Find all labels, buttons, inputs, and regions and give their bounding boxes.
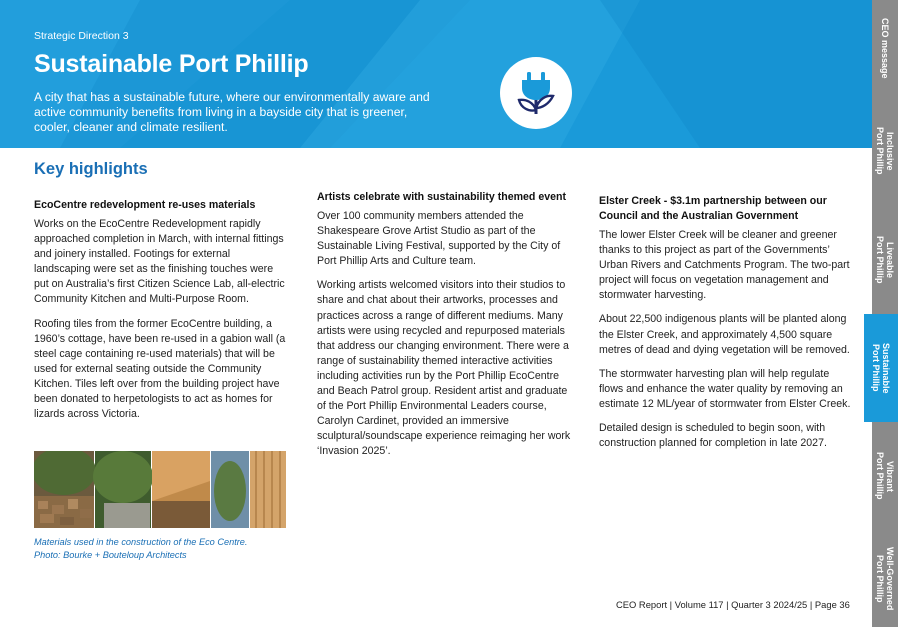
- ecocentre-photo: [34, 451, 286, 528]
- tab-sustainable-port-phillip[interactable]: Sustainable Port Phillip: [864, 314, 898, 424]
- section-sidebar: [872, 0, 898, 627]
- key-highlights-heading: Key highlights: [34, 160, 148, 178]
- tab-well-governed-port-phillip[interactable]: Well-Governed Port Phillip: [872, 530, 898, 629]
- highlight-paragraph: Works on the EcoCentre Redevelopment rapidly approached completion in March, with internal fittings and joinery installed. Footings for external landscaping were set as the finishing touches were put on Australia’s first Citizen Science Lab, all-electric Community Kitchen and Multi-Purpose Room.: [34, 218, 285, 306]
- highlight-paragraph: The lower Elster Creek will be cleaner and greener thanks to this project as part of the Governments’ Urban Rivers and Catchments Program. The two-part project will focus on vegetation management and stormwater harvesting.: [599, 229, 850, 302]
- highlight-column-artists: [317, 190, 572, 469]
- highlight-column-ecocentre: [34, 198, 286, 431]
- highlight-paragraph: Working artists welcomed visitors into their studios to share and chat about their artworks, processes and practices across a range of different mediums. Many artists were using recycled and repurposed materials that address our changing environment. There were a range of sustainability themed interactive activities including activities run by the Port Phillip EcoCentre and Beach Patrol group. Resident artist and graduate of the Port Phillip Environmental Leaders course, Carolyn Cardinet, provided an immersive sculptural/soundscape experience reimaging her work ‘Invasion 2025’.: [317, 279, 571, 458]
- page-subtitle: A city that has a sustainable future, where our environmentally aware and active community benefits from living in a bayside city that is greener, cooler, cleaner and climate resilient.: [34, 90, 430, 134]
- tab-ceo-message[interactable]: CEO message: [872, 0, 898, 98]
- plug-leaf-icon: [500, 57, 572, 129]
- kicker-label: Strategic Direction 3: [34, 30, 129, 42]
- highlight-paragraph: Detailed design is scheduled to begin soon, with construction planned for completion in late 2027.: [599, 422, 827, 450]
- highlight-title: EcoCentre redevelopment re-uses materials: [34, 199, 256, 211]
- highlight-paragraph: Over 100 community members attended the Shakespeare Grove Artist Studio as part of the Sustainable Living Festival, supported by the City of Port Phillip Arts and Culture team.: [317, 210, 561, 268]
- highlight-column-elster-creek: [599, 194, 854, 460]
- photo-caption-text: Materials used in the construction of the Eco Centre. Photo: Bourke + Bouteloup Architects: [34, 537, 248, 560]
- tab-liveable-port-phillip[interactable]: Liveable Port Phillip: [872, 206, 898, 316]
- photo-caption: [34, 536, 247, 562]
- page-footer: CEO Report | Volume 117 | Quarter 3 2024/25 | Page 36: [616, 599, 850, 610]
- highlight-title: Artists celebrate with sustainability themed event: [317, 191, 567, 203]
- tab-inclusive-port-phillip[interactable]: Inclusive Port Phillip: [872, 96, 898, 208]
- highlight-paragraph: Roofing tiles from the former EcoCentre building, a 1960’s cottage, have been re-used in a gabion wall (a steel cage containing re-used materials) that will be used for external seating outside the Community Kitchen. Tiles left over from the building project have been donated to herpetologists to act as homes for lizards across Victoria.: [34, 317, 286, 421]
- highlight-paragraph: About 22,500 indigenous plants will be planted along the Elster Creek, and approximately 4,500 square metres of dead and dying vegetation will be removed.: [599, 313, 850, 356]
- tab-vibrant-port-phillip[interactable]: Vibrant Port Phillip: [872, 422, 898, 532]
- strategic-direction-banner: [0, 0, 872, 148]
- highlight-paragraph: The stormwater harvesting plan will help regulate flows and enhance the water quality by removing an estimate 12 ML/year of stormwater from Elster Creek.: [599, 367, 851, 410]
- highlight-title: Elster Creek - $3.1m partnership between our Council and the Australian Government: [599, 195, 827, 222]
- page-title: Sustainable Port Phillip: [34, 50, 309, 78]
